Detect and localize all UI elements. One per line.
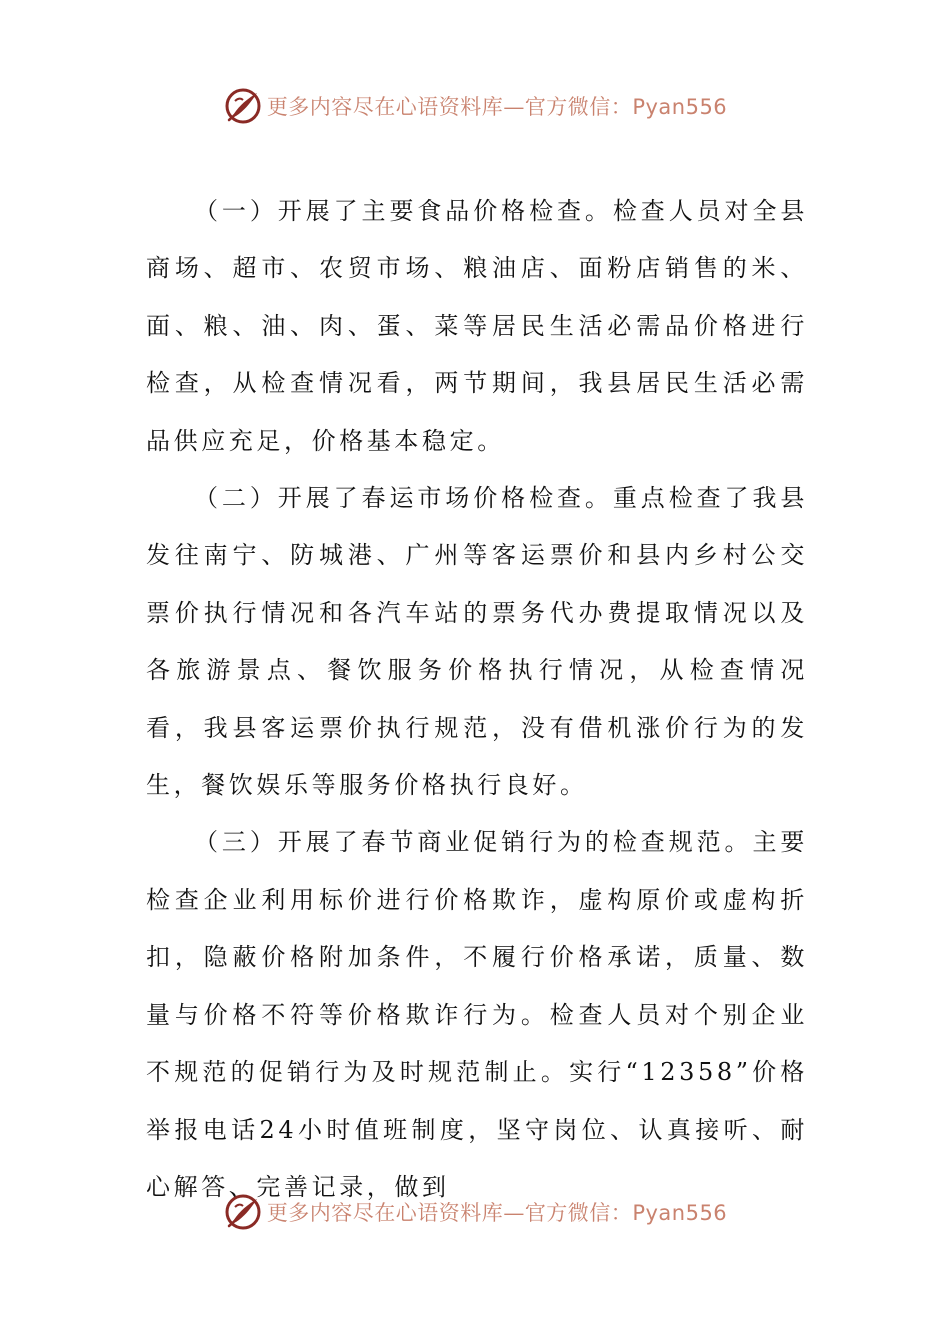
banner-dash: — xyxy=(503,1201,525,1225)
quill-pen-logo-icon xyxy=(223,86,263,126)
banner-wechat-id: Pyan556 xyxy=(632,1201,728,1225)
header-banner xyxy=(0,82,950,130)
paragraph-2: （二）开展了春运市场价格检查。重点检查了我县发往南宁、防城港、广州等客运票价和县内乡村公交票价执行情况和各汽车站的票务代办费提取情况以及各旅游景点、餐饮服务价格执行情况，从检查情况看，我县客运票价执行规范，没有借机涨价行为的发生，餐饮娱乐等服务价格执行良好。 xyxy=(146,484,808,800)
banner-main-text: 更多内容尽在心语资料库 xyxy=(266,1201,504,1225)
document-body xyxy=(146,183,808,1216)
banner-main-text: 更多内容尽在心语资料库 xyxy=(266,95,504,119)
paragraph-1: （一）开展了主要食品价格检查。检查人员对全县商场、超市、农贸市场、粮油店、面粉店销售的米、面、粮、油、肉、蛋、菜等居民生活必需品价格进行检查，从检查情况看，两节期间，我县居民生活必需品供应充足，价格基本稳定。 xyxy=(146,197,808,455)
banner-dash: — xyxy=(503,95,525,119)
banner-text xyxy=(267,1197,727,1227)
banner-wechat-id: Pyan556 xyxy=(632,95,728,119)
banner-wechat-label: 官方微信： xyxy=(524,1201,633,1225)
banner-text xyxy=(267,91,727,121)
paragraph-3: （三）开展了春节商业促销行为的检查规范。主要检查企业利用标价进行价格欺诈，虚构原价或虚构折扣，隐蔽价格附加条件，不履行价格承诺，质量、数量与价格不符等价格欺诈行为。检查人员对个别企业不规范的促销行为及时规范制止。实行“12358”价格举报电话24小时值班制度，坚守岗位、认真接听、耐心解答、完善记录，做到 xyxy=(146,828,808,1201)
banner-wechat-label: 官方微信： xyxy=(524,95,633,119)
footer-banner xyxy=(0,1188,950,1236)
quill-pen-logo-icon xyxy=(223,1192,263,1232)
